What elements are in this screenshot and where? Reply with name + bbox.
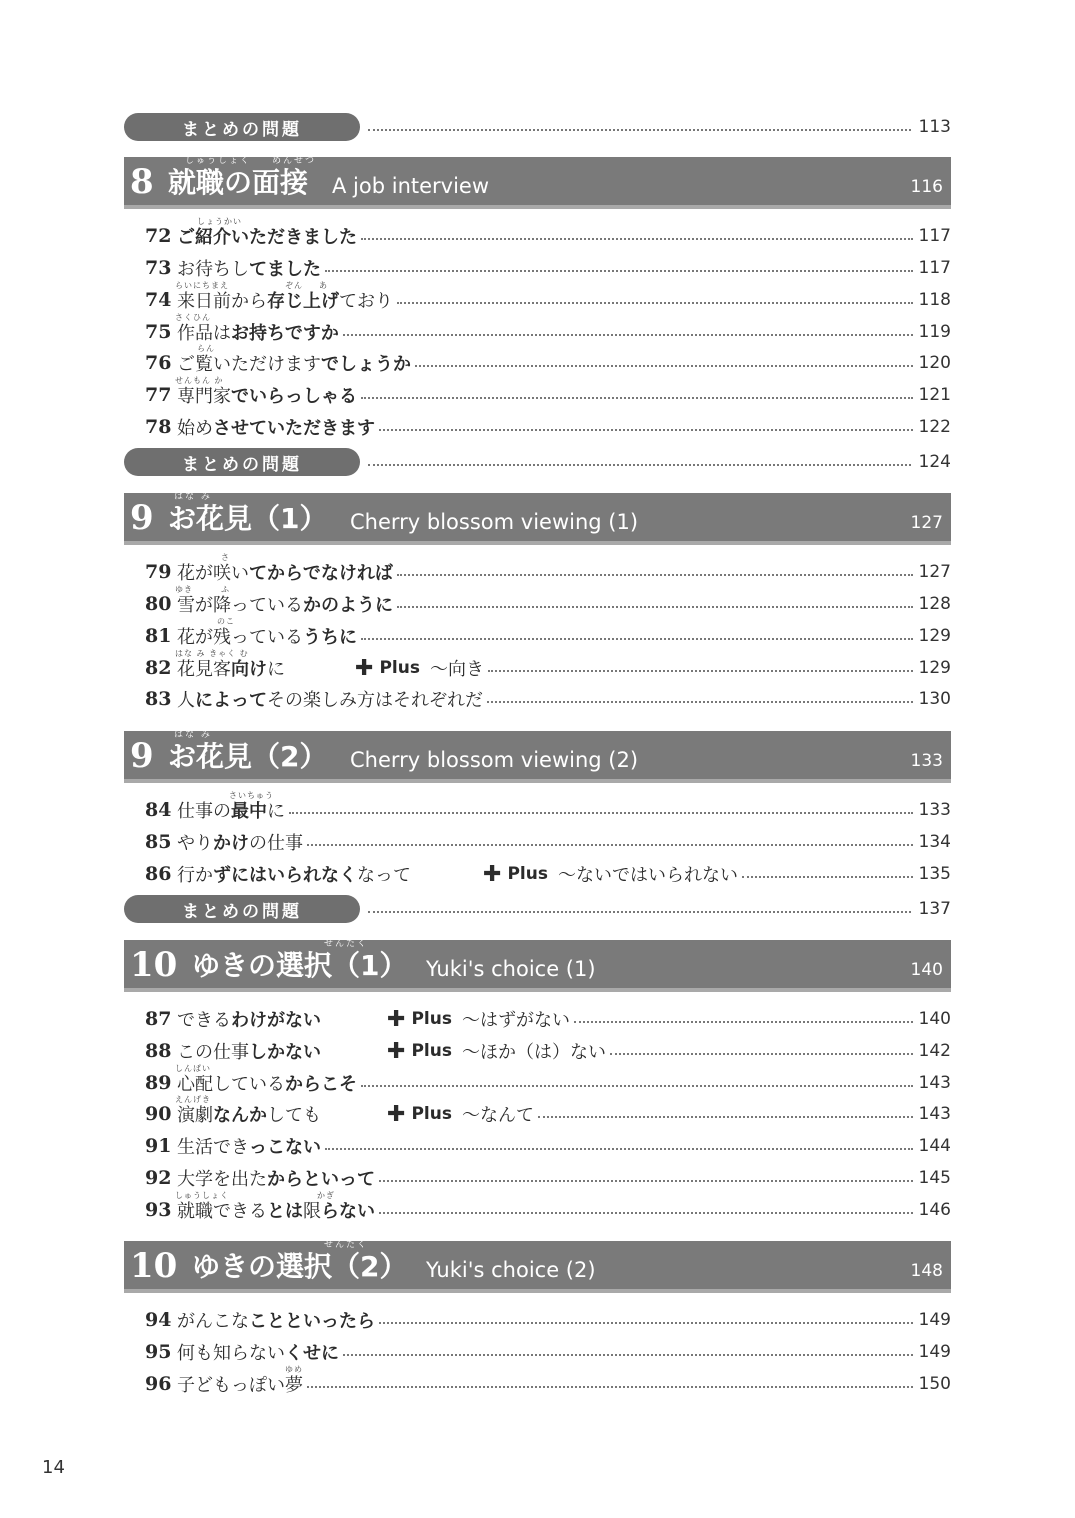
page-number: 14 xyxy=(42,1457,65,1478)
furigana: しゅうしょく xyxy=(185,156,252,166)
section-number: 10 xyxy=(130,945,178,985)
section-title-jp: 就職の面接 xyxy=(168,166,309,199)
leader-dots xyxy=(307,844,913,846)
toc-entry[interactable] xyxy=(145,1095,951,1128)
review-label: まとめの問題 xyxy=(124,448,360,476)
section-underline xyxy=(124,205,951,209)
section-number: 10 xyxy=(130,1246,178,1286)
title-text: に xyxy=(267,801,285,822)
page-ref: 149 xyxy=(918,1342,951,1362)
plus-icon: ✚ xyxy=(355,655,374,681)
title-text: 大学を出た xyxy=(177,1169,267,1190)
leader-dots xyxy=(379,429,913,431)
entry-number: 85 xyxy=(145,831,172,853)
leader-dots xyxy=(742,876,913,878)
leader-dots xyxy=(379,1322,913,1324)
toc-entry[interactable] xyxy=(145,1306,951,1334)
page-ref: 130 xyxy=(918,689,951,709)
section-title-jp: お花見（2） xyxy=(168,740,328,773)
leader-dots xyxy=(368,464,911,466)
page-ref: 143 xyxy=(918,1073,951,1093)
leader-dots xyxy=(343,334,913,336)
emphasized-pattern: ことといったら xyxy=(249,1311,375,1332)
furigana: あ xyxy=(319,281,328,290)
section-title-en: Cherry blossom viewing (1) xyxy=(350,510,639,534)
toc-entry[interactable] xyxy=(145,1338,951,1366)
entry-number: 76 xyxy=(145,352,172,374)
leader-dots xyxy=(415,365,913,367)
furigana: さいちゅう xyxy=(229,791,274,800)
title-text: 夢 xyxy=(285,1375,303,1396)
review-row[interactable] xyxy=(124,895,951,923)
page-ref: 127 xyxy=(918,562,951,582)
furigana: らいにちまえ xyxy=(175,281,229,290)
title-text: できる xyxy=(177,1010,231,1031)
emphasized-pattern: くせに xyxy=(285,1343,339,1364)
leader-dots xyxy=(397,302,913,304)
furigana: しゅうしょく xyxy=(175,1191,229,1200)
title-text: 花見客 xyxy=(177,659,231,680)
entry-title xyxy=(177,686,483,712)
toc-entry[interactable] xyxy=(145,1064,951,1097)
title-text: 演劇 xyxy=(177,1105,213,1126)
leader-dots xyxy=(397,574,913,576)
plus-label: Plus xyxy=(411,1041,452,1061)
furigana: ぞん xyxy=(285,281,303,290)
page-ref: 149 xyxy=(918,1310,951,1330)
furigana: はな み きゃく む xyxy=(175,649,249,658)
leader-dots xyxy=(397,606,913,608)
page-ref: 148 xyxy=(910,1261,943,1281)
plus-note xyxy=(387,1038,606,1064)
review-label: まとめの問題 xyxy=(124,895,360,923)
title-text: なって xyxy=(357,865,411,886)
leader-dots xyxy=(361,638,913,640)
page-ref: 140 xyxy=(910,960,943,980)
page-ref: 121 xyxy=(918,385,951,405)
plus-pattern: ～はずがない xyxy=(461,1010,570,1031)
page-ref: 145 xyxy=(918,1168,951,1188)
leader-dots xyxy=(379,1180,913,1182)
toc-entry[interactable] xyxy=(145,376,951,409)
entry-number: 83 xyxy=(145,688,172,710)
page-ref: 133 xyxy=(918,800,951,820)
entry-title xyxy=(177,591,393,617)
emphasized-pattern: てました xyxy=(249,259,321,280)
title-text: の仕事 xyxy=(249,833,303,854)
furigana: しんぱい xyxy=(175,1064,211,1073)
entry-number: 89 xyxy=(145,1072,172,1094)
emphasized-pattern: 最中 xyxy=(231,801,267,822)
page-ref: 143 xyxy=(918,1104,951,1124)
plus-note xyxy=(387,1101,534,1127)
plus-icon: ✚ xyxy=(387,1038,406,1064)
section-title-en: Yuki's choice (2) xyxy=(426,1258,596,1282)
plus-label: Plus xyxy=(507,864,548,884)
section-header[interactable] xyxy=(124,731,951,783)
emphasized-pattern: てからでなければ xyxy=(249,563,393,584)
entry-number: 87 xyxy=(145,1008,172,1030)
leader-dots xyxy=(610,1053,913,1055)
section-title-jp: ゆきの選択（1） xyxy=(192,949,408,982)
entry-number: 84 xyxy=(145,799,172,821)
toc-entry[interactable] xyxy=(145,1365,951,1398)
section-header[interactable] xyxy=(124,940,951,992)
plus-pattern: ～ほか（は）ない xyxy=(461,1042,606,1063)
page-ref: 124 xyxy=(918,452,951,472)
entry-title xyxy=(177,1339,339,1365)
entry-number: 96 xyxy=(145,1373,172,1395)
section-number: 9 xyxy=(130,498,154,538)
emphasized-pattern: 存じ上げ xyxy=(267,291,339,312)
entry-number: 74 xyxy=(145,289,172,311)
entry-number: 92 xyxy=(145,1167,172,1189)
title-text: 行か xyxy=(177,865,213,886)
plus-pattern: ～向き xyxy=(429,659,484,680)
page-ref: 117 xyxy=(918,226,951,246)
page-ref: 117 xyxy=(918,258,951,278)
title-text: 専門家 xyxy=(177,386,231,407)
toc-entry[interactable] xyxy=(145,685,951,713)
furigana: のこ xyxy=(217,617,235,626)
title-text: 作品は xyxy=(177,323,231,344)
emphasized-pattern: お持ちですか xyxy=(231,323,339,344)
page-ref: 134 xyxy=(918,832,951,852)
entry-number: 80 xyxy=(145,593,172,615)
entry-number: 88 xyxy=(145,1040,172,1062)
leader-dots xyxy=(289,812,913,814)
section-title-jp: ゆきの選択（2） xyxy=(192,1250,408,1283)
leader-dots xyxy=(325,1148,913,1150)
toc-entry[interactable] xyxy=(145,1132,951,1160)
emphasized-pattern: させていただきます xyxy=(213,418,375,439)
page-ref: 128 xyxy=(918,594,951,614)
leader-dots xyxy=(361,238,913,240)
toc-entry[interactable] xyxy=(145,585,951,618)
emphasized-pattern: いただきました xyxy=(231,227,357,248)
toc-entry[interactable] xyxy=(145,649,951,682)
title-text: 始め xyxy=(177,418,213,439)
toc-entry[interactable] xyxy=(145,217,951,250)
entry-title xyxy=(177,255,321,281)
entry-title xyxy=(177,829,303,855)
toc-entry[interactable] xyxy=(145,344,951,377)
furigana: しょうかい xyxy=(197,217,242,226)
plus-label: Plus xyxy=(411,1009,452,1029)
emphasized-pattern: からといって xyxy=(267,1169,375,1190)
title-text: に xyxy=(267,659,285,680)
entry-number: 90 xyxy=(145,1103,172,1125)
entry-number: 94 xyxy=(145,1309,172,1331)
section-underline xyxy=(124,988,951,992)
emphasized-pattern: っこない xyxy=(249,1137,321,1158)
entry-number: 81 xyxy=(145,625,172,647)
emphasized-pattern: によって xyxy=(195,690,267,711)
page-ref: 146 xyxy=(918,1200,951,1220)
entry-number: 95 xyxy=(145,1341,172,1363)
plus-icon: ✚ xyxy=(483,861,502,887)
plus-note xyxy=(483,861,738,887)
section-number: 8 xyxy=(130,162,154,202)
entry-number: 72 xyxy=(145,225,172,247)
section-underline xyxy=(124,541,951,545)
entry-number: 75 xyxy=(145,321,172,343)
review-row[interactable] xyxy=(124,113,951,141)
emphasized-pattern: とは xyxy=(267,1201,303,1222)
page-ref: 118 xyxy=(918,290,951,310)
toc-entry[interactable] xyxy=(145,281,951,314)
title-text: ご覧いただけます xyxy=(177,354,321,375)
page-ref: 113 xyxy=(918,117,951,137)
section-header[interactable] xyxy=(124,157,951,209)
emphasized-pattern: かのように xyxy=(303,595,393,616)
plus-pattern: ～ないではいられない xyxy=(557,865,738,886)
page-ref: 122 xyxy=(918,417,951,437)
furigana: らん xyxy=(197,344,215,353)
toc-entry[interactable] xyxy=(145,1037,951,1065)
emphasized-pattern: ご紹介 xyxy=(177,227,231,248)
furigana: かぎ xyxy=(317,1191,335,1200)
toc-entry[interactable] xyxy=(145,828,951,856)
entry-number: 73 xyxy=(145,257,172,279)
entry-number: 78 xyxy=(145,416,172,438)
section-title-en: Cherry blossom viewing (2) xyxy=(350,748,639,772)
leader-dots xyxy=(361,1085,913,1087)
title-text: やり xyxy=(177,833,213,854)
furigana: せんたく xyxy=(324,939,369,949)
entry-title xyxy=(177,1038,321,1064)
title-text: この仕事 xyxy=(177,1042,249,1063)
emphasized-pattern: らない xyxy=(321,1201,375,1222)
page-ref: 119 xyxy=(918,322,951,342)
toc-entry[interactable] xyxy=(145,1164,951,1192)
furigana: ゆめ xyxy=(285,1365,303,1374)
plus-pattern: ～なんて xyxy=(461,1105,534,1126)
section-header[interactable] xyxy=(124,1241,951,1293)
title-text: 花が残っている xyxy=(177,627,303,648)
title-text: しても xyxy=(267,1105,321,1126)
plus-icon: ✚ xyxy=(387,1101,406,1127)
plus-note xyxy=(355,655,484,681)
section-title-en: Yuki's choice (1) xyxy=(426,957,596,981)
leader-dots xyxy=(368,129,911,131)
page-ref: 133 xyxy=(910,751,943,771)
section-underline xyxy=(124,1289,951,1293)
page-ref: 140 xyxy=(918,1009,951,1029)
furigana: せんたく xyxy=(324,1240,369,1250)
entry-title xyxy=(177,623,357,649)
furigana: さくひん xyxy=(175,313,211,322)
leader-dots xyxy=(487,701,913,703)
section-header[interactable] xyxy=(124,493,951,545)
section-number: 9 xyxy=(130,736,154,776)
leader-dots xyxy=(538,1116,913,1118)
furigana: ゆき xyxy=(175,585,193,594)
emphasized-pattern: 向け xyxy=(231,659,267,680)
entry-number: 82 xyxy=(145,657,172,679)
emphasized-pattern: ずにはいられなく xyxy=(213,865,357,886)
entry-title xyxy=(177,1133,321,1159)
page-ref: 144 xyxy=(918,1136,951,1156)
furigana: えんげき xyxy=(175,1095,211,1104)
toc-entry[interactable] xyxy=(145,1191,951,1224)
title-text: お待ちし xyxy=(177,259,249,280)
toc-entry[interactable] xyxy=(145,254,951,282)
entry-title xyxy=(177,414,375,440)
toc-entry[interactable] xyxy=(145,1005,951,1033)
leader-dots xyxy=(574,1021,913,1023)
title-text: 限 xyxy=(303,1201,321,1222)
plus-icon: ✚ xyxy=(387,1006,406,1032)
plus-label: Plus xyxy=(411,1104,452,1124)
toc-entry[interactable] xyxy=(145,791,951,824)
furigana: はな み xyxy=(174,492,212,502)
review-row[interactable] xyxy=(124,448,951,476)
emphasized-pattern: からこそ xyxy=(285,1074,357,1095)
entry-title xyxy=(177,1307,375,1333)
section-title-jp: お花見（1） xyxy=(168,502,328,535)
title-text: その楽しみ方はそれぞれだ xyxy=(267,690,483,711)
entry-number: 93 xyxy=(145,1199,172,1221)
title-text: ており xyxy=(339,291,393,312)
entry-number: 77 xyxy=(145,384,172,406)
entry-number: 86 xyxy=(145,863,172,885)
page-ref: 129 xyxy=(918,626,951,646)
furigana: せんもん か xyxy=(175,376,224,385)
leader-dots xyxy=(307,1386,913,1388)
page-ref: 127 xyxy=(910,513,943,533)
leader-dots xyxy=(368,911,911,913)
toc-entry[interactable] xyxy=(145,617,951,650)
emphasized-pattern: でしょうか xyxy=(321,354,411,375)
furigana: ふ xyxy=(221,585,230,594)
toc-entry[interactable] xyxy=(145,860,951,888)
toc-entry[interactable] xyxy=(145,313,951,346)
title-text: 雪が降っている xyxy=(177,595,303,616)
entry-number: 91 xyxy=(145,1135,172,1157)
title-text: 就職できる xyxy=(177,1201,267,1222)
leader-dots xyxy=(325,270,913,272)
entry-title xyxy=(177,559,393,585)
title-text: 仕事の xyxy=(177,801,231,822)
page-ref: 129 xyxy=(918,658,951,678)
furigana: はな み xyxy=(174,730,212,740)
page-ref: 116 xyxy=(910,177,943,197)
title-text: 生活でき xyxy=(177,1137,249,1158)
leader-dots xyxy=(361,397,913,399)
title-text: 子どもっぽい xyxy=(177,1375,285,1396)
emphasized-pattern: なんか xyxy=(213,1105,267,1126)
leader-dots xyxy=(488,670,913,672)
title-text: がんこな xyxy=(177,1311,249,1332)
emphasized-pattern: かけ xyxy=(213,833,249,854)
plus-label: Plus xyxy=(379,658,420,678)
plus-note xyxy=(387,1006,570,1032)
emphasized-pattern: しかない xyxy=(249,1042,321,1063)
review-label: まとめの問題 xyxy=(124,113,360,141)
toc-entry[interactable] xyxy=(145,553,951,586)
page-ref: 137 xyxy=(918,899,951,919)
furigana: めんせつ xyxy=(272,156,317,166)
title-text: 花が咲い xyxy=(177,563,249,584)
leader-dots xyxy=(343,1354,913,1356)
page-ref: 120 xyxy=(918,353,951,373)
title-text: 心配している xyxy=(177,1074,285,1095)
entry-number: 79 xyxy=(145,561,172,583)
section-underline xyxy=(124,779,951,783)
title-text: 人 xyxy=(177,690,195,711)
entry-title xyxy=(177,1006,321,1032)
section-title-en: A job interview xyxy=(332,174,490,198)
title-text: 来日前から xyxy=(177,291,267,312)
leader-dots xyxy=(379,1212,913,1214)
toc-entry[interactable] xyxy=(145,413,951,441)
page-ref: 135 xyxy=(918,864,951,884)
entry-title xyxy=(177,861,411,887)
title-text: 何も知らない xyxy=(177,1343,285,1364)
emphasized-pattern: わけがない xyxy=(231,1010,321,1031)
page-ref: 150 xyxy=(918,1374,951,1394)
emphasized-pattern: でいらっしゃる xyxy=(231,386,357,407)
emphasized-pattern: うちに xyxy=(303,627,357,648)
page-ref: 142 xyxy=(918,1041,951,1061)
furigana: さ xyxy=(221,553,230,562)
entry-title xyxy=(177,1165,375,1191)
